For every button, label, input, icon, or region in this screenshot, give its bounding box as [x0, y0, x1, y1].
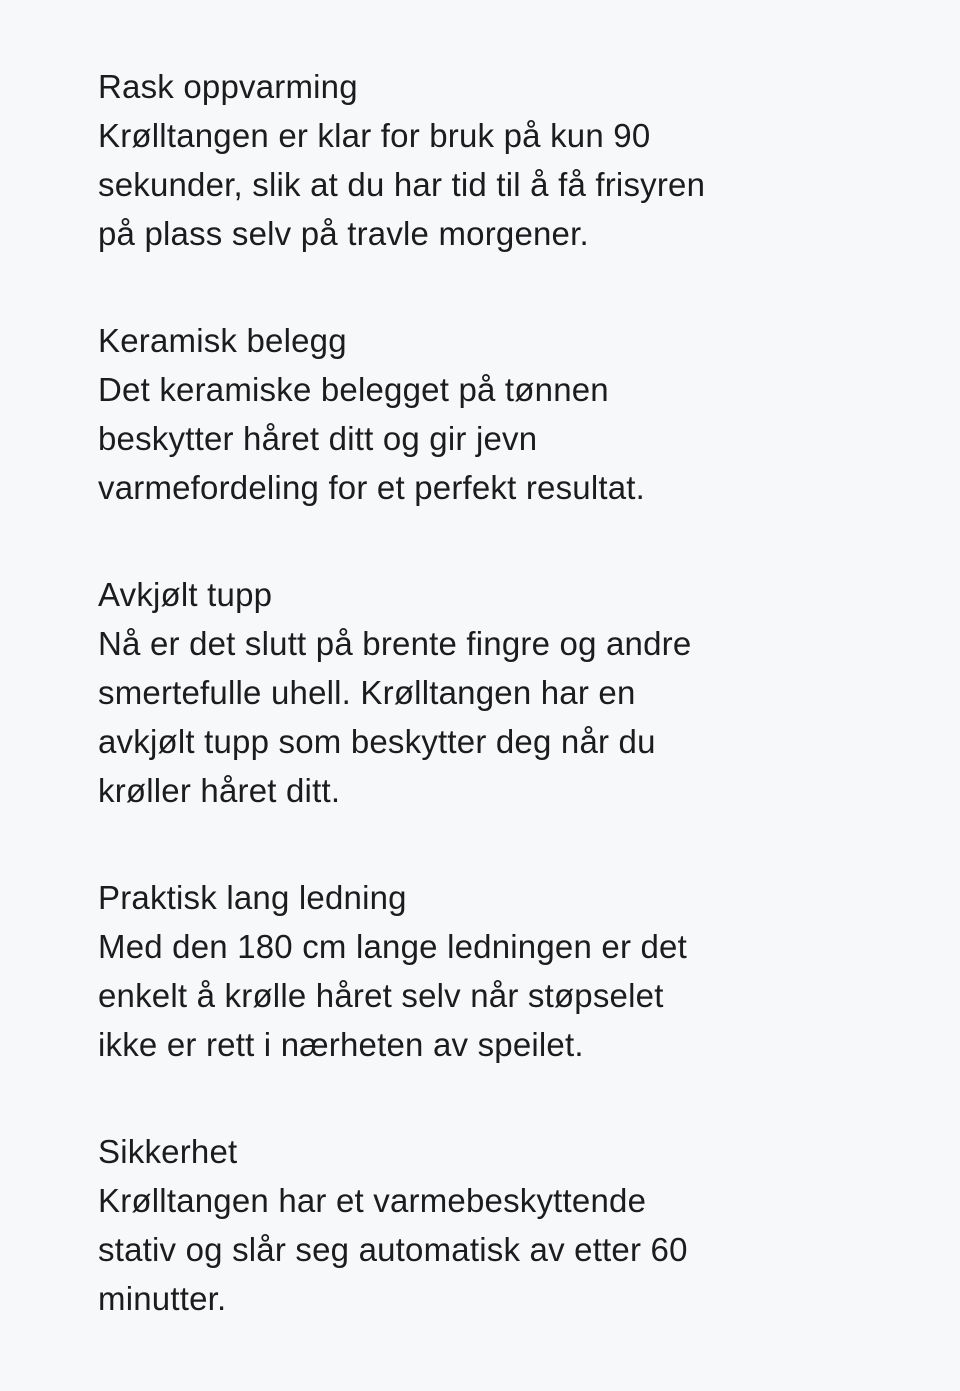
feature-title: Rask oppvarming [98, 68, 358, 105]
feature-description-line: Det keramiske belegget på tønnen [98, 371, 609, 408]
feature-description-line: smertefulle uhell. Krølltangen har en [98, 674, 636, 711]
feature-section [98, 570, 898, 815]
feature-description-line: Krølltangen har et varmebeskyttende [98, 1182, 647, 1219]
feature-description-line: beskytter håret ditt og gir jevn [98, 420, 538, 457]
feature-section [98, 62, 898, 258]
feature-description-line: på plass selv på travle morgener. [98, 215, 589, 252]
feature-description-line: varmefordeling for et perfekt resultat. [98, 469, 646, 506]
feature-description-line: krøller håret ditt. [98, 772, 341, 809]
feature-description-line: enkelt å krølle håret selv når støpselet [98, 977, 664, 1014]
feature-section [98, 316, 898, 512]
feature-section [98, 873, 898, 1069]
feature-title: Keramisk belegg [98, 322, 347, 359]
feature-description-line: stativ og slår seg automatisk av etter 60 [98, 1231, 688, 1268]
feature-description-line: Krølltangen er klar for bruk på kun 90 [98, 117, 651, 154]
feature-description-line: avkjølt tupp som beskytter deg når du [98, 723, 656, 760]
feature-title: Sikkerhet [98, 1133, 238, 1170]
feature-description-line: Med den 180 cm lange ledningen er det [98, 928, 687, 965]
feature-description-line: Nå er det slutt på brente fingre og andre [98, 625, 692, 662]
feature-title: Avkjølt tupp [98, 576, 273, 613]
feature-section [98, 1127, 898, 1323]
product-features [98, 62, 898, 1381]
feature-description-line: ikke er rett i nærheten av speilet. [98, 1026, 584, 1063]
feature-description-line: sekunder, slik at du har tid til å få frisyren [98, 166, 706, 203]
feature-description-line: minutter. [98, 1280, 227, 1317]
feature-title: Praktisk lang ledning [98, 879, 407, 916]
